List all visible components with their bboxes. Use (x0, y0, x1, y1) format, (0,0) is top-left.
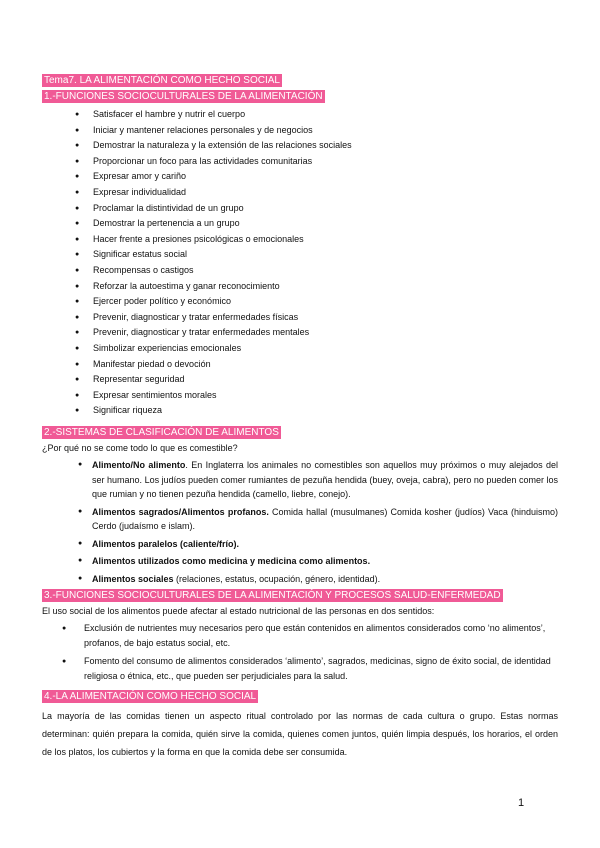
list-item (78, 505, 558, 534)
section-3-list (62, 621, 558, 687)
list-item: ● Hacer frente a presiones psicológicas o emocionales (76, 232, 352, 248)
list-item-term: Alimentos paralelos (caliente/frío). (92, 538, 240, 549)
section-3-heading: 3.-FUNCIONES SOCIOCULTURALES DE LA ALIMENTACIÓN Y PROCESOS SALUD-ENFERMEDAD (44, 590, 501, 601)
list-item (78, 572, 558, 587)
list-item: ● Demostrar la pertenencia a un grupo (76, 216, 352, 232)
list-item: ● Demostrar la naturaleza y la extensión de las relaciones sociales (76, 138, 352, 154)
list-item-text: . En Inglaterra los animales no comestibles son aquellos muy próximos o muy alejados del ser humano. Los judíos pueden comer rumiantes de pezuña hendida (buey, oveja, cabra), pero no pueden comer los que rumian y no tienen pezuña hendida (camello, liebre, conejo). (92, 460, 558, 499)
list-item: ● Representar seguridad (76, 372, 352, 388)
list-item-term: Alimentos sagrados/Alimentos profanos. (92, 506, 269, 517)
list-item: ● Expresar amor y cariño (76, 169, 352, 185)
section-2-question: ¿Por qué no se come todo lo que es comestible? (42, 443, 238, 453)
list-item: ● Proclamar la distintividad de un grupo (76, 201, 352, 217)
list-item: ● Recompensas o castigos (76, 263, 352, 279)
list-item: ● Proporcionar un foco para las actividades comunitarias (76, 154, 352, 170)
page-number: 1 (518, 797, 525, 809)
section-1-list (76, 107, 352, 419)
section-2-list (78, 458, 558, 589)
list-item (78, 554, 558, 569)
list-item: ● Simbolizar experiencias emocionales (76, 341, 352, 357)
list-item: ● Prevenir, diagnosticar y tratar enfermedades mentales (76, 325, 352, 341)
list-item: ● Prevenir, diagnosticar y tratar enfermedades físicas (76, 310, 352, 326)
section-4-heading: 4.-LA ALIMENTACIÓN COMO HECHO SOCIAL (44, 691, 257, 702)
list-item-term: Alimentos sociales (92, 573, 174, 584)
section-3-intro: El uso social de los alimentos puede afectar al estado nutricional de las personas en dos sentidos: (42, 606, 435, 616)
list-item-text: (relaciones, estatus, ocupación, género, identidad). (173, 573, 381, 584)
list-item: ● Expresar individualidad (76, 185, 352, 201)
list-item: ● Reforzar la autoestima y ganar reconocimiento (76, 279, 352, 295)
section-4-paragraph: La mayoría de las comidas tienen un aspecto ritual controlado por las normas de cada cultura o grupo. Estas normas determinan: quién prepara la comida, quién sirve la comida, quienes comen juntos, quién limpia después, los horarios, el orden de los platos, los cubiertos y la forma en que la comida debe ser consumida. (42, 711, 558, 757)
list-item: ● Satisfacer el hambre y nutrir el cuerpo (76, 107, 352, 123)
list-item: ● Manifestar piedad o devoción (76, 357, 352, 373)
list-item: ● Expresar sentimientos morales (76, 388, 352, 404)
list-item-term: Alimento/No alimento (92, 460, 186, 470)
section-2-heading: 2.-SISTEMAS DE CLASIFICACIÓN DE ALIMENTOS (44, 427, 279, 438)
list-item: ● Iniciar y mantener relaciones personales y de negocios (76, 123, 352, 139)
document-title: Tema7. LA ALIMENTACIÓN COMO HECHO SOCIAL (44, 75, 280, 86)
list-item: ● Significar estatus social (76, 247, 352, 263)
section-1-heading: 1.-FUNCIONES SOCIOCULTURALES DE LA ALIMENTACIÓN (44, 91, 323, 102)
list-item-text: Comida hallal (musulmanes) Comida kosher (judíos) Vaca (hinduismo) Cerdo (judaísmo e islam). (92, 506, 559, 531)
list-item: ● Significar riqueza (76, 403, 352, 419)
list-item: ● Exclusión de nutrientes muy necesarios pero que están contenidos en alimentos considerados como ‘no alimentos’, profanos, de bajo estatus social, etc. (62, 621, 558, 651)
list-item: ● Ejercer poder político y económico (76, 294, 352, 310)
list-item-term: Alimentos utilizados como medicina y medicina como alimentos. (92, 556, 371, 566)
list-item (78, 458, 558, 502)
list-item (78, 537, 558, 552)
list-item: ● Fomento del consumo de alimentos considerados ‘alimento’, sagrados, medicinas, signo de éxito social, de identidad religiosa o étnica, etc., que pueden ser perjudiciales para la salud. (62, 654, 558, 684)
